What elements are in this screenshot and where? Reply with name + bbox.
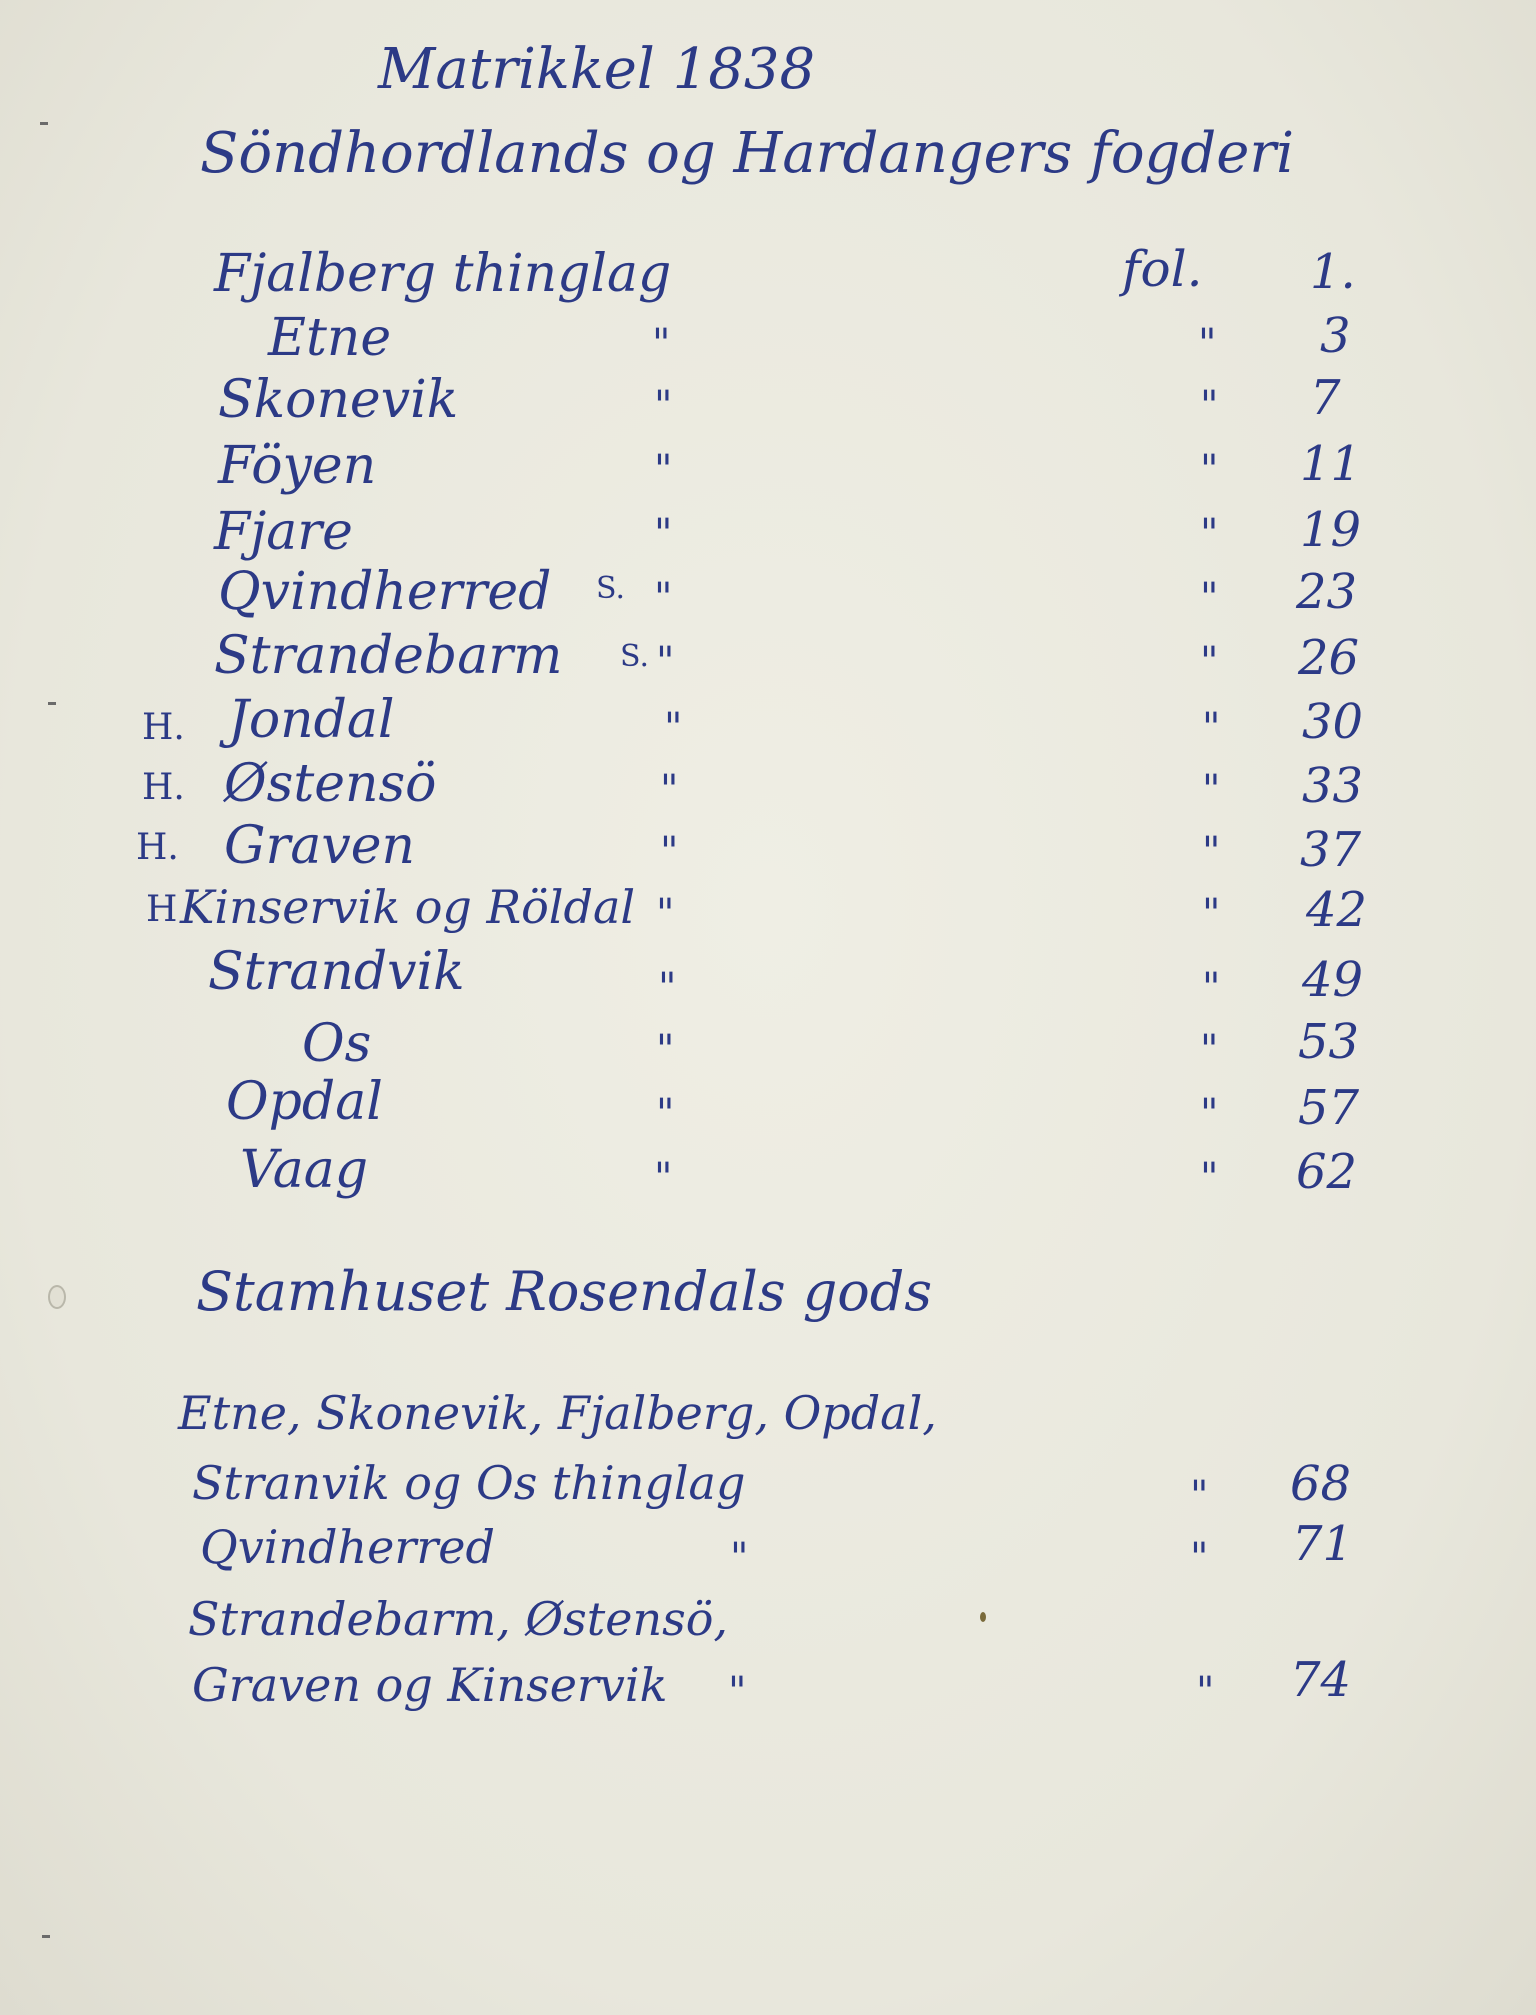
ditto-mark: " [1200, 383, 1219, 429]
section-page: 74 [1290, 1652, 1352, 1708]
section-line: Stranvik og Os thinglag [192, 1456, 746, 1510]
entry-page: 3 [1320, 308, 1351, 364]
ink-spot [980, 1612, 986, 1622]
margin-note: H. [142, 767, 185, 808]
entry-page: 30 [1302, 694, 1364, 750]
section-line: Strandebarm, Østensö, [188, 1592, 729, 1646]
section-title: Stamhuset Rosendals gods [196, 1260, 933, 1323]
punch-hole [48, 1285, 66, 1309]
ditto-mark: " [1196, 1669, 1215, 1715]
entry-page: 33 [1302, 758, 1364, 814]
section-line: Graven og Kinservik [192, 1658, 668, 1712]
ditto-mark: " [654, 1155, 673, 1201]
ditto-mark: " [656, 639, 675, 685]
entry-page: 1. [1310, 244, 1356, 300]
ditto-mark: " [656, 1027, 675, 1073]
ditto-mark: " [1200, 1091, 1219, 1137]
entry-page: 11 [1300, 436, 1362, 492]
section-line: Qvindherred [200, 1520, 495, 1574]
ditto-mark: " [654, 383, 673, 429]
ditto-mark: " [1190, 1535, 1209, 1581]
entry-name: Vaag [240, 1140, 369, 1200]
margin-mark [40, 122, 48, 125]
ditto-mark: " [656, 1091, 675, 1137]
margin-mark [48, 702, 56, 705]
section-page: 71 [1292, 1516, 1354, 1572]
entry-page: 26 [1298, 630, 1360, 686]
entry-page: 57 [1298, 1080, 1360, 1136]
entry-page: 53 [1298, 1014, 1360, 1070]
fol-label: fol. [1122, 240, 1203, 298]
entry-page: 7 [1310, 370, 1341, 426]
ditto-mark: " [652, 321, 671, 367]
entry-suffix: S. [620, 639, 650, 674]
ditto-mark: " [1202, 767, 1221, 813]
ditto-mark: " [654, 575, 673, 621]
entry-page: 49 [1302, 952, 1364, 1008]
ditto-mark: " [1200, 1027, 1219, 1073]
entry-name: Kinservik og Röldal [180, 880, 636, 934]
ditto-mark: " [656, 891, 675, 937]
margin-note: H [146, 889, 178, 930]
entry-name: Fjare [214, 502, 353, 562]
ditto-mark: " [658, 965, 677, 1011]
section-line: Etne, Skonevik, Fjalberg, Opdal, [178, 1386, 937, 1440]
ditto-mark: " [654, 511, 673, 557]
entry-page: 42 [1306, 882, 1368, 938]
entry-page: 23 [1296, 564, 1358, 620]
margin-mark [42, 1935, 50, 1938]
entry-name: Etne [268, 308, 392, 368]
ditto-mark: " [660, 767, 679, 813]
entry-name: Østensö [224, 754, 437, 814]
ditto-mark: " [1190, 1473, 1209, 1519]
ditto-mark: " [1200, 1155, 1219, 1201]
ditto-mark: " [1202, 965, 1221, 1011]
ditto-mark: " [1200, 447, 1219, 493]
ditto-mark: " [654, 447, 673, 493]
entry-name: Qvindherred [218, 562, 552, 622]
entry-page: 19 [1300, 502, 1362, 558]
entry-name: Strandvik [208, 942, 465, 1002]
entry-name: Skonevik [218, 370, 459, 430]
entry-suffix: S. [596, 571, 626, 606]
ditto-mark: " [1200, 511, 1219, 557]
entry-name: Strandebarm [214, 626, 563, 686]
document-title: Matrikkel 1838 [378, 37, 816, 102]
ditto-mark: " [1202, 705, 1221, 751]
section-page: 68 [1290, 1456, 1352, 1512]
ditto-mark: " [728, 1669, 747, 1715]
entry-name: Os [302, 1014, 372, 1074]
ditto-mark: " [730, 1535, 749, 1581]
ditto-mark: " [664, 705, 683, 751]
ditto-mark: " [1200, 639, 1219, 685]
entry-page: 62 [1296, 1144, 1358, 1200]
ditto-mark: " [1200, 575, 1219, 621]
entry-name: Föyen [218, 436, 377, 496]
entry-name: Jondal [228, 690, 395, 750]
ditto-mark: " [1198, 321, 1217, 367]
ditto-mark: " [1202, 891, 1221, 937]
margin-note: H. [136, 827, 179, 868]
entry-name: Opdal [226, 1072, 383, 1132]
ditto-mark: " [660, 829, 679, 875]
entry-name: Fjalberg thinglag [214, 244, 672, 304]
entry-name: Graven [224, 816, 416, 876]
ditto-mark: " [1202, 829, 1221, 875]
document-subtitle: Söndhordlands og Hardangers fogderi [200, 121, 1295, 186]
margin-note: H. [142, 707, 185, 748]
entry-page: 37 [1300, 822, 1362, 878]
